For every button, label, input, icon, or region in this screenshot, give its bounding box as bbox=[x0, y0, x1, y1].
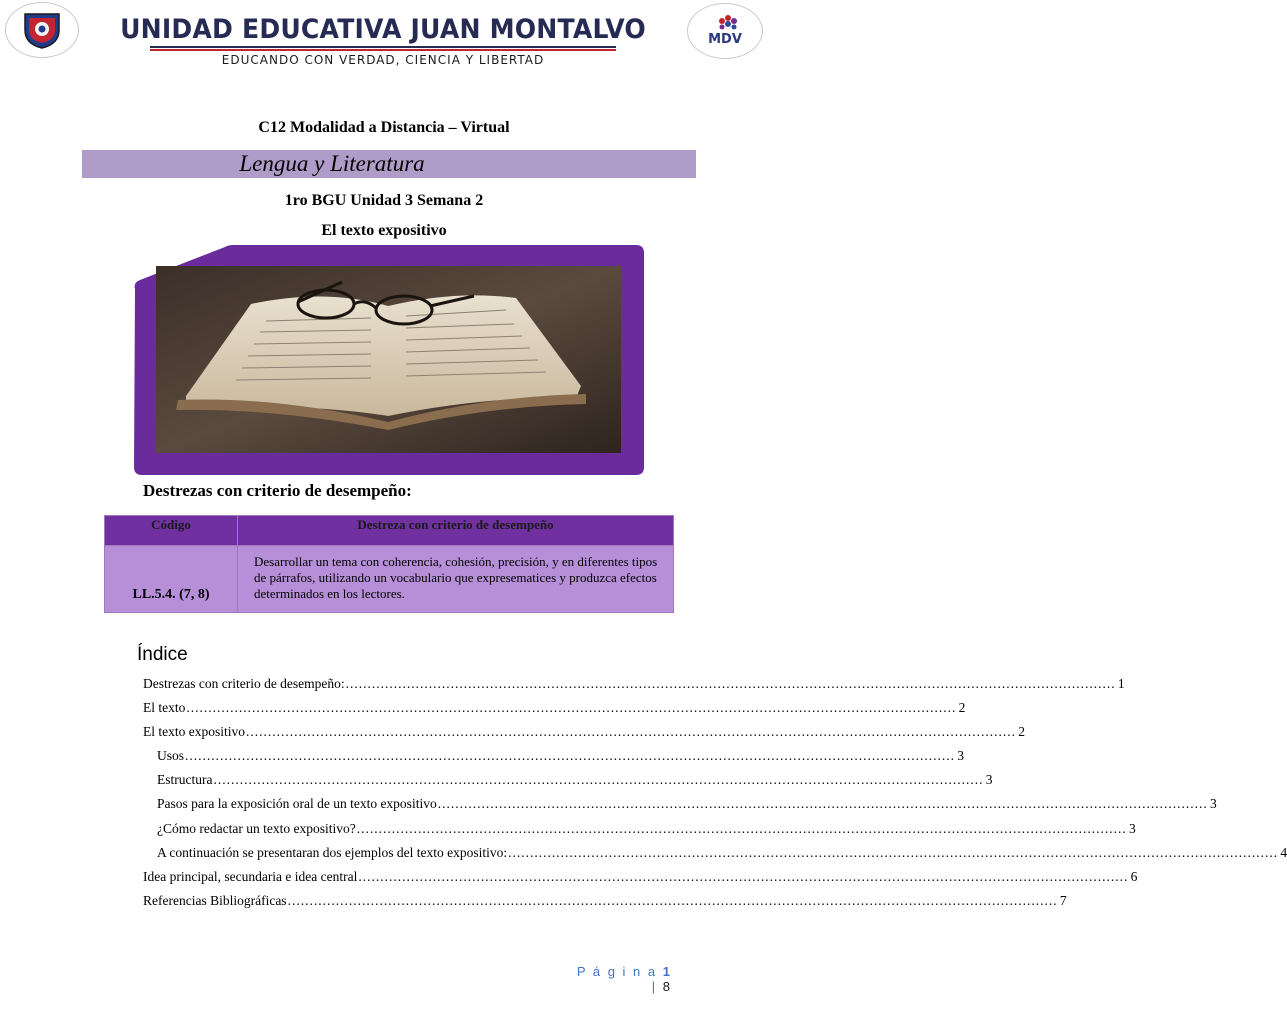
toc-leader: ................................................................................................................................................................................ bbox=[246, 724, 1016, 740]
table-row bbox=[105, 546, 674, 613]
toc-entry[interactable] bbox=[143, 724, 1025, 748]
toc-leader: ................................................................................................................................................................................ bbox=[358, 868, 1129, 884]
table-of-contents bbox=[143, 676, 1287, 917]
toc-entry-text: ¿Cómo redactar un texto expositivo? bbox=[157, 820, 356, 836]
toc-entry-page: 7 bbox=[1059, 892, 1067, 908]
toc-entry-text: Referencias Bibliográficas bbox=[143, 892, 287, 908]
page-label: P á g i n a bbox=[576, 964, 658, 979]
toc-entry[interactable] bbox=[143, 676, 1125, 700]
toc-leader: ................................................................................................................................................................................ bbox=[437, 796, 1208, 812]
toc-entry[interactable] bbox=[143, 820, 1136, 845]
toc-leader: ................................................................................................................................................................................ bbox=[185, 748, 956, 764]
toc-entry-page: 3 bbox=[985, 772, 993, 788]
toc-entry-page: 3 bbox=[1209, 796, 1217, 812]
toc-entry[interactable] bbox=[143, 844, 1287, 869]
toc-entry[interactable] bbox=[143, 868, 1138, 893]
toc-entry[interactable] bbox=[143, 892, 1067, 917]
skill-code-cell bbox=[105, 546, 238, 613]
toc-entry-page: 3 bbox=[1128, 820, 1136, 836]
subject-title: Lengua y Literatura bbox=[239, 151, 425, 176]
toc-entry-page: 3 bbox=[957, 748, 965, 764]
toc-entry[interactable] bbox=[143, 772, 993, 796]
skill-code: LL.5.4. (7, 8) bbox=[132, 587, 210, 602]
topic-title: El texto expositivo bbox=[321, 222, 447, 239]
toc-leader: ................................................................................................................................................................................ bbox=[186, 700, 957, 716]
toc-leader: ................................................................................................................................................................................ bbox=[508, 844, 1279, 860]
school-name: UNIDAD EDUCATIVA JUAN MONTALVO bbox=[120, 14, 646, 45]
toc-entry-text: El texto bbox=[143, 700, 186, 716]
skills-heading: Destrezas con criterio de desempeño: bbox=[143, 481, 412, 500]
header-divider-blue bbox=[150, 46, 616, 48]
mdv-logo-text: MDV bbox=[708, 32, 742, 47]
open-book-with-glasses-image bbox=[156, 266, 621, 453]
toc-entry-text: Destrezas con criterio de desempeño: bbox=[143, 676, 345, 691]
mdv-logo bbox=[687, 3, 763, 59]
toc-leader: ................................................................................................................................................................................ bbox=[356, 820, 1127, 836]
page-number: P á g i n a 1 | 8 bbox=[576, 964, 672, 994]
toc-entry-page: 6 bbox=[1130, 868, 1138, 884]
school-crest-logo bbox=[5, 2, 79, 58]
toc-entry-text: Pasos para la exposición oral de un texto expositivo bbox=[157, 796, 437, 812]
toc-entry[interactable] bbox=[143, 748, 965, 772]
index-title: Índice bbox=[137, 644, 188, 665]
toc-leader: ................................................................................................................................................................................ bbox=[345, 676, 1116, 691]
modality-line: C12 Modalidad a Distancia – Virtual bbox=[258, 119, 510, 136]
toc-entry-page: 2 bbox=[1018, 724, 1025, 740]
toc-entry-text: Estructura bbox=[157, 772, 213, 788]
toc-entry-text: Usos bbox=[157, 748, 185, 764]
toc-entry-text: A continuación se presentaran dos ejemplos del texto expositivo: bbox=[157, 844, 508, 860]
toc-entry-text: El texto expositivo bbox=[143, 724, 245, 740]
skill-description: Desarrollar un tema con coherencia, cohesión, precisión, y en diferentes tipos de párrafos, utilizando un vocabulario que expresematices y produzca efectos determinados en los lectores. bbox=[238, 546, 674, 613]
toc-leader: ................................................................................................................................................................................ bbox=[213, 772, 984, 788]
header-divider-red bbox=[150, 49, 616, 51]
column-header-code: Código bbox=[105, 516, 238, 546]
toc-entry-page: 2 bbox=[958, 700, 966, 716]
toc-entry[interactable] bbox=[143, 700, 966, 724]
column-header-skill: Destreza con criterio de desempeño bbox=[238, 516, 674, 546]
page-current: 1 bbox=[662, 964, 672, 979]
skills-table-header bbox=[105, 516, 674, 546]
skills-table bbox=[104, 515, 674, 613]
page-total: 8 bbox=[662, 979, 672, 994]
toc-leader: ................................................................................................................................................................................ bbox=[287, 892, 1058, 908]
toc-entry-page: 4 bbox=[1280, 844, 1287, 860]
toc-entry-page: 1 bbox=[1117, 676, 1125, 691]
school-motto: EDUCANDO CON VERDAD, CIENCIA Y LIBERTAD bbox=[221, 53, 545, 67]
unit-line: 1ro BGU Unidad 3 Semana 2 bbox=[284, 192, 484, 209]
toc-entry-text: Idea principal, secundaria e idea central bbox=[143, 868, 358, 884]
toc-entry[interactable] bbox=[143, 796, 1217, 820]
